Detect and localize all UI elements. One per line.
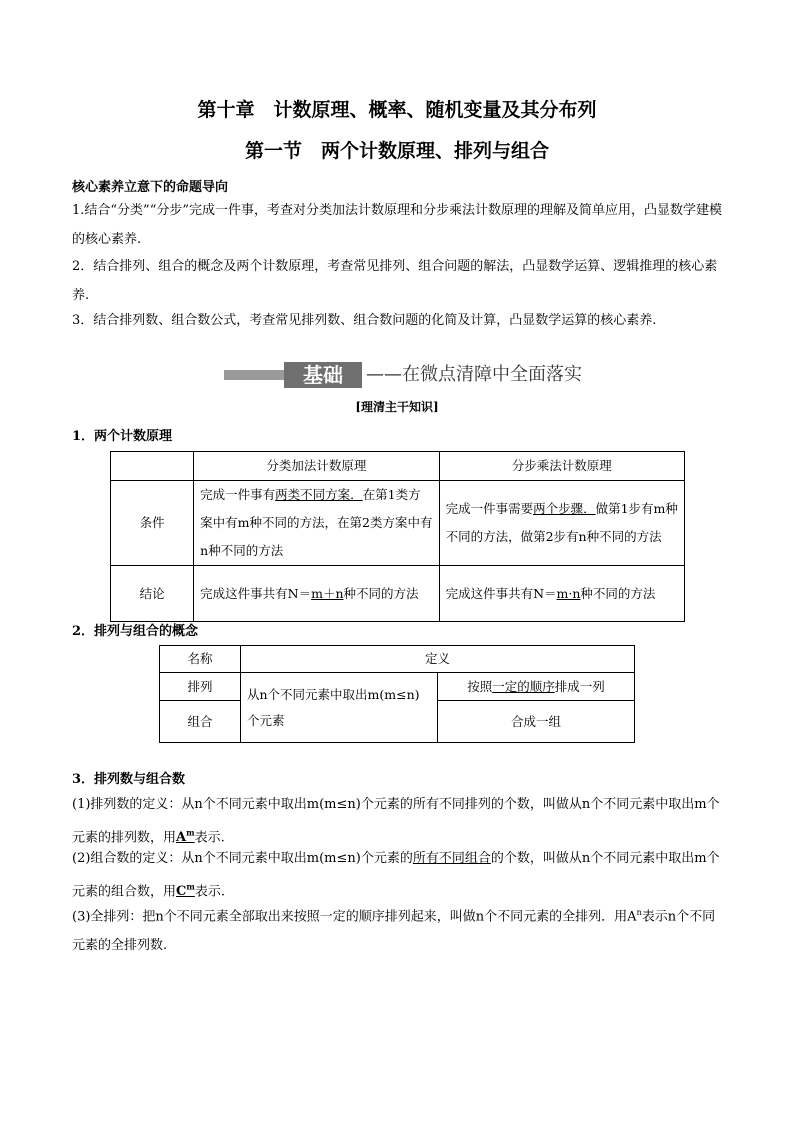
- banner-text: ——在微点清障中全面落实: [366, 364, 582, 385]
- cell-text: 完成一件事有: [200, 487, 276, 502]
- cell-text: 按照: [467, 678, 493, 694]
- chapter-title: 第十章 计数原理、概率、随机变量及其分布列: [197, 99, 597, 121]
- cell-multiplication-condition: [439, 481, 684, 566]
- cell-text: 在第1类方案中有m种不同的方法，在第2类方案中有n种不同的方法: [200, 487, 433, 558]
- col-multiplication-header: 分步乘法计数原理: [439, 452, 684, 481]
- section-title: 第一节 两个计数原理、排列与组合: [244, 140, 549, 162]
- row-conclusion-label: 结论: [111, 566, 194, 622]
- cell-text: 做第1步有m种不同的方法，做第2步有n种不同的方法: [445, 501, 678, 544]
- banner-bar: [224, 370, 284, 380]
- cell-text: 排成一列: [554, 678, 605, 694]
- permutation-combination-table: [159, 645, 635, 743]
- symbol-sup: m: [186, 828, 195, 838]
- symbol-sup: m: [186, 882, 195, 892]
- paragraph-text: (2)组合数的定义：从n个不同元素中取出m(m≤n)个元素的: [72, 851, 413, 866]
- paragraph-underline-text: 所有不同组合: [412, 851, 491, 866]
- s3-paragraph-3: [72, 898, 724, 960]
- s3-paragraph-1: [72, 790, 724, 852]
- counting-principles-table: [110, 451, 685, 622]
- cell-underline-text: 两个步骤．: [533, 501, 596, 516]
- row-condition-label: 条件: [111, 481, 194, 566]
- paragraph-text: 表示.: [194, 830, 225, 846]
- s3-heading: 3．排列数与组合数: [72, 772, 186, 787]
- orientation-item-2: 2．结合排列、组合的概念及两个计数原理，考查常见排列、组合问题的解法，凸显数学运算、逻辑推理的核心素养.: [72, 259, 718, 303]
- cell-text: 完成一件事需要: [445, 501, 534, 516]
- section-label: [理清主干知识]: [355, 400, 439, 414]
- cell-text: 种不同的方法: [343, 585, 419, 601]
- permutation-definition-cell: [438, 673, 635, 701]
- banner-badge: 基础: [284, 362, 362, 388]
- orientation-heading: 核心素养立意下的命题导向: [72, 180, 229, 195]
- row-permutation-label: 排列: [160, 673, 241, 701]
- cell-underline-text: 一定的顺序: [492, 678, 555, 694]
- orientation-item-3: 3．结合排列数、组合数公式，考查常见排列数、组合数问题的化简及计算，凸显数学运算的核心素养.: [72, 313, 657, 328]
- cell-underline-text: 两类不同方案．: [275, 487, 363, 502]
- paragraph-text: (3)全排列：把n个不同元素全部取出来按照一定的顺序排列起来，叫做n个不同元素的全排列．用A: [72, 909, 637, 925]
- col-addition-header: 分类加法计数原理: [194, 452, 439, 481]
- col-definition-header: 定义: [241, 646, 635, 673]
- cell-addition-condition: [194, 481, 439, 566]
- paragraph-text: 表示.: [194, 884, 225, 900]
- orientation-item-1: 1.结合“分类”“分步”完成一件事，考查对分类加法计数原理和分步乘法计数原理的理解及简单应用，凸显数学建模的核心素养.: [72, 203, 722, 247]
- cell-underline-text: m＋n: [311, 585, 344, 601]
- combination-definition-cell: 合成一组: [438, 701, 635, 743]
- s2-heading: 2．排列与组合的概念: [72, 624, 199, 639]
- cell-text: 种不同的方法: [580, 585, 656, 601]
- symbol-sup: n: [636, 908, 642, 917]
- cell-addition-conclusion: [194, 566, 439, 622]
- cell-multiplication-conclusion: [439, 566, 684, 622]
- paragraph-text: 表示n个不同元素的全排列数.: [72, 909, 716, 954]
- shared-definition-cell: 从n个不同元素中取出m(m≤n)个元素: [241, 673, 438, 743]
- s1-heading: 1．两个计数原理: [72, 429, 173, 444]
- col-name-header: 名称: [160, 646, 241, 673]
- paragraph-text: (1)排列数的定义：从n个不同元素中取出m(m≤n)个元素的所有不同排列的个数，叫做从n个不同元素中取出m个元素的排列数，用: [72, 797, 720, 846]
- cell-text: 完成这件事共有N＝: [200, 585, 312, 601]
- cell-underline-text: m·n: [556, 585, 581, 601]
- symbol-letter: C: [176, 884, 187, 900]
- table-corner: [111, 452, 194, 481]
- row-combination-label: 组合: [160, 701, 241, 743]
- paragraph-text: 的个数，叫做从n个不同元素中取出m个元素的组合数，用: [72, 851, 720, 900]
- symbol-letter: A: [176, 830, 187, 846]
- s3-paragraph-2: [72, 844, 724, 906]
- cell-text: 完成这件事共有N＝: [445, 585, 557, 601]
